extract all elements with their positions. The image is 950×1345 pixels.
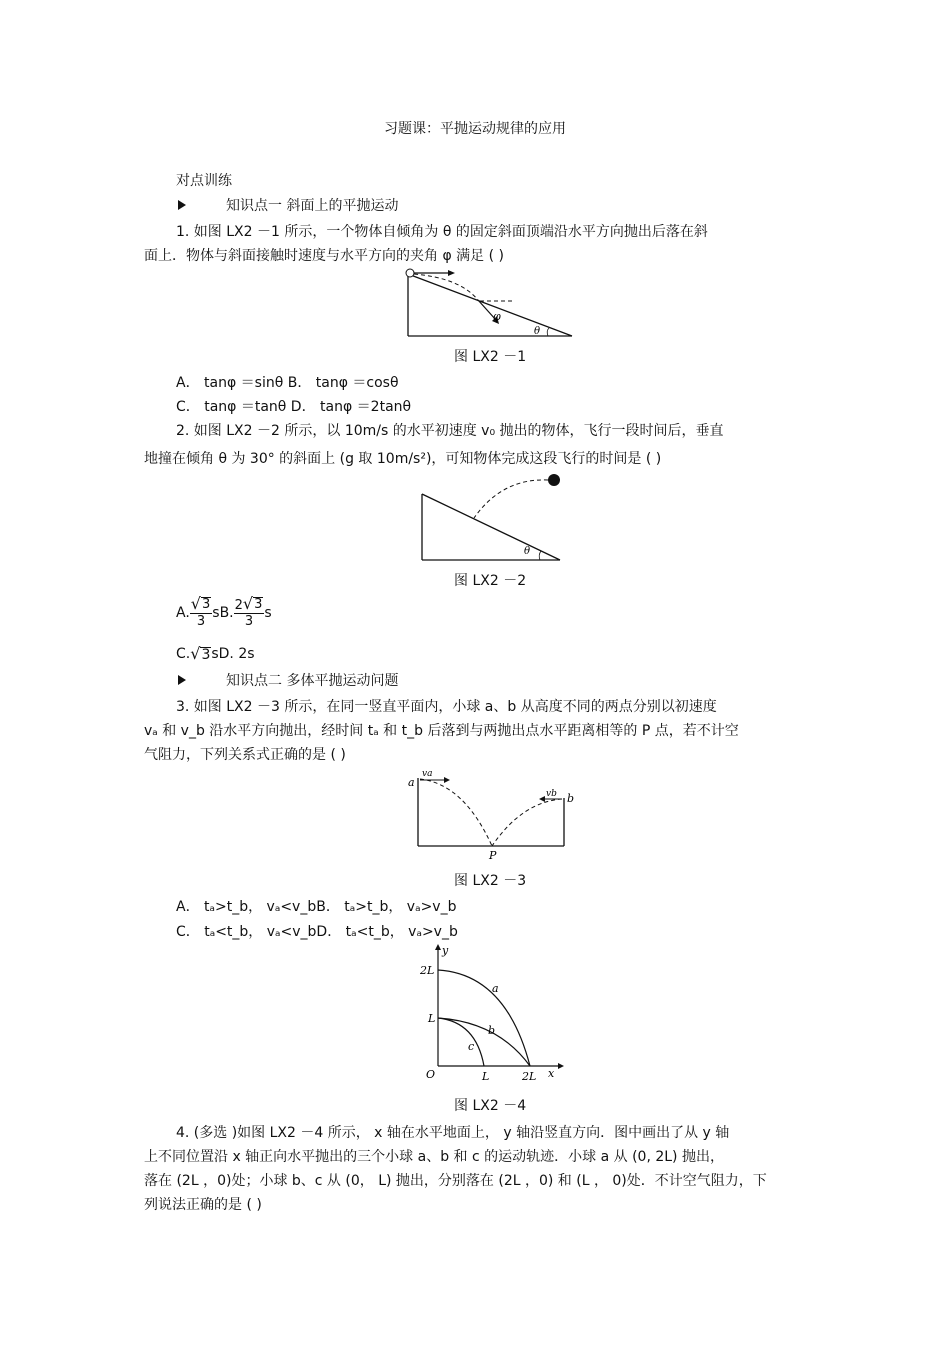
q2-line2: 地撞在倾角 θ 为 30° 的斜面上 (g 取 10m/s²)，可知物体完成这段飞行的时间是 ( ): [144, 451, 662, 467]
q2-opt-a-fraction: √ 3 3: [190, 594, 211, 629]
q2-opt-c-num: 3: [201, 647, 211, 663]
q2-opt-b-num: 3: [254, 597, 263, 612]
q2-opt-a-label: A.: [176, 604, 190, 621]
fig1-phi-label: φ: [493, 310, 501, 323]
q2-opt-b-coef: 2: [234, 598, 243, 613]
q1-line1: 1. 如图 LX2 －1 所示，一个物体自倾角为 θ 的固定斜面顶端沿水平方向抛出后落在斜: [176, 224, 708, 240]
fig3-p-label: P: [489, 849, 497, 862]
fig1-theta-label: θ: [534, 326, 541, 337]
q3-line3: 气阻力，下列关系式正确的是 ( ): [144, 747, 346, 763]
q4-line3: 落在 (2L ，0)处；小球 b、c 从 (0， L) 抛出，分别落在 (2L ，0) 和 (L ， 0)处．不计空气阻力，下: [144, 1173, 767, 1189]
figure-lx2-2: [412, 468, 572, 566]
q4-line4: 列说法正确的是 ( ): [144, 1197, 262, 1213]
figure-lx2-2-caption: 图 LX2 －2: [454, 573, 527, 589]
fig2-theta-label: θ: [524, 546, 531, 557]
q1-line2: 面上．物体与斜面接触时速度与水平方向的夹角 φ 满足 ( ): [144, 248, 504, 264]
bullet-triangle-icon: [178, 675, 186, 685]
q3-options-cd: C． tₐ<t_b， vₐ<v_bD． tₐ<t_b， vₐ>v_b: [176, 924, 458, 940]
figure-lx2-1: [400, 264, 580, 342]
q3-line2: vₐ 和 v_b 沿水平方向抛出，经时间 tₐ 和 t_b 后落到与两抛出点水平距离相等的 P 点，若不计空: [144, 723, 739, 739]
q3-line1: 3. 如图 LX2 －3 所示，在同一竖直平面内，小球 a、b 从高度不同的两点分别以初速度: [176, 699, 717, 715]
figure-lx2-1-caption: 图 LX2 －1: [454, 349, 527, 365]
fig4-x-label: x: [548, 1067, 555, 1080]
q2-opt-a-unit: s: [212, 604, 220, 621]
q2-opt-c-label: C.: [176, 646, 191, 662]
q2-options-cd: [176, 646, 255, 662]
q2-opt-b-den: 3: [244, 614, 254, 629]
q4-line1: 4. (多选 )如图 LX2 －4 所示， x 轴在水平地面上， y 轴沿竖直方向．图中画出了从 y 轴: [176, 1125, 730, 1141]
knowledge-point-2-label: 知识点二 多体平抛运动问题: [226, 673, 399, 689]
figure-lx2-3-caption: 图 LX2 －3: [454, 873, 527, 889]
q2-opt-b-label: B.: [219, 604, 234, 621]
q2-opt-b-fraction: 2 √ 3 3: [234, 594, 263, 629]
fig4-2l-x-label: 2L: [522, 1070, 537, 1083]
page-title: 习题课：平抛运动规律的应用: [384, 121, 566, 137]
fig3-va-label: va: [422, 769, 433, 779]
fig4-b-label: b: [488, 1024, 496, 1037]
knowledge-point-1: [178, 195, 398, 215]
fig4-l-x-label: L: [482, 1070, 490, 1083]
figure-lx2-4: [418, 940, 568, 1088]
fig4-2l-y-label: 2L: [420, 964, 435, 977]
q4-line2: 上不同位置沿 x 轴正向水平抛出的三个小球 a、b 和 c 的运动轨迹．小球 a 从 (0, 2L) 抛出，: [144, 1149, 724, 1165]
fig4-a-label: a: [492, 982, 499, 995]
fig4-l-y-label: L: [428, 1012, 436, 1025]
q2-opt-a-den: 3: [196, 614, 206, 629]
section-label: 对点训练: [176, 173, 232, 189]
fig4-origin-label: O: [426, 1068, 436, 1081]
bullet-triangle-icon: [178, 200, 186, 210]
knowledge-point-2: [178, 670, 398, 690]
q1-options-ab: A． tanφ ＝sinθ B． tanφ ＝cosθ: [176, 375, 399, 391]
q2-opt-c-sqrt: √ 3: [190, 644, 211, 663]
q3-options-ab: A． tₐ>t_b， vₐ<v_bB． tₐ>t_b， vₐ>v_b: [176, 899, 457, 915]
fig3-a-label: a: [408, 776, 415, 789]
q2-opt-b-unit: s: [264, 604, 272, 621]
q2-opt-c-tail: sD. 2s: [211, 646, 255, 662]
fig4-y-label: y: [442, 944, 449, 957]
q2-options-ab: [176, 596, 272, 629]
fig3-b-label: b: [567, 792, 575, 805]
figure-lx2-3: [404, 766, 584, 864]
q2-line1: 2. 如图 LX2 －2 所示，以 10m/s 的水平初速度 v₀ 抛出的物体，飞行一段时间后，垂直: [176, 423, 724, 439]
knowledge-point-1-label: 知识点一 斜面上的平抛运动: [226, 198, 399, 214]
figure-lx2-4-caption: 图 LX2 －4: [454, 1098, 527, 1114]
q2-opt-a-num: 3: [201, 597, 211, 612]
fig3-vb-label: vb: [546, 789, 557, 799]
fig4-c-label: c: [468, 1040, 475, 1053]
q1-options-cd: C． tanφ ＝tanθ D． tanφ ＝2tanθ: [176, 399, 412, 415]
